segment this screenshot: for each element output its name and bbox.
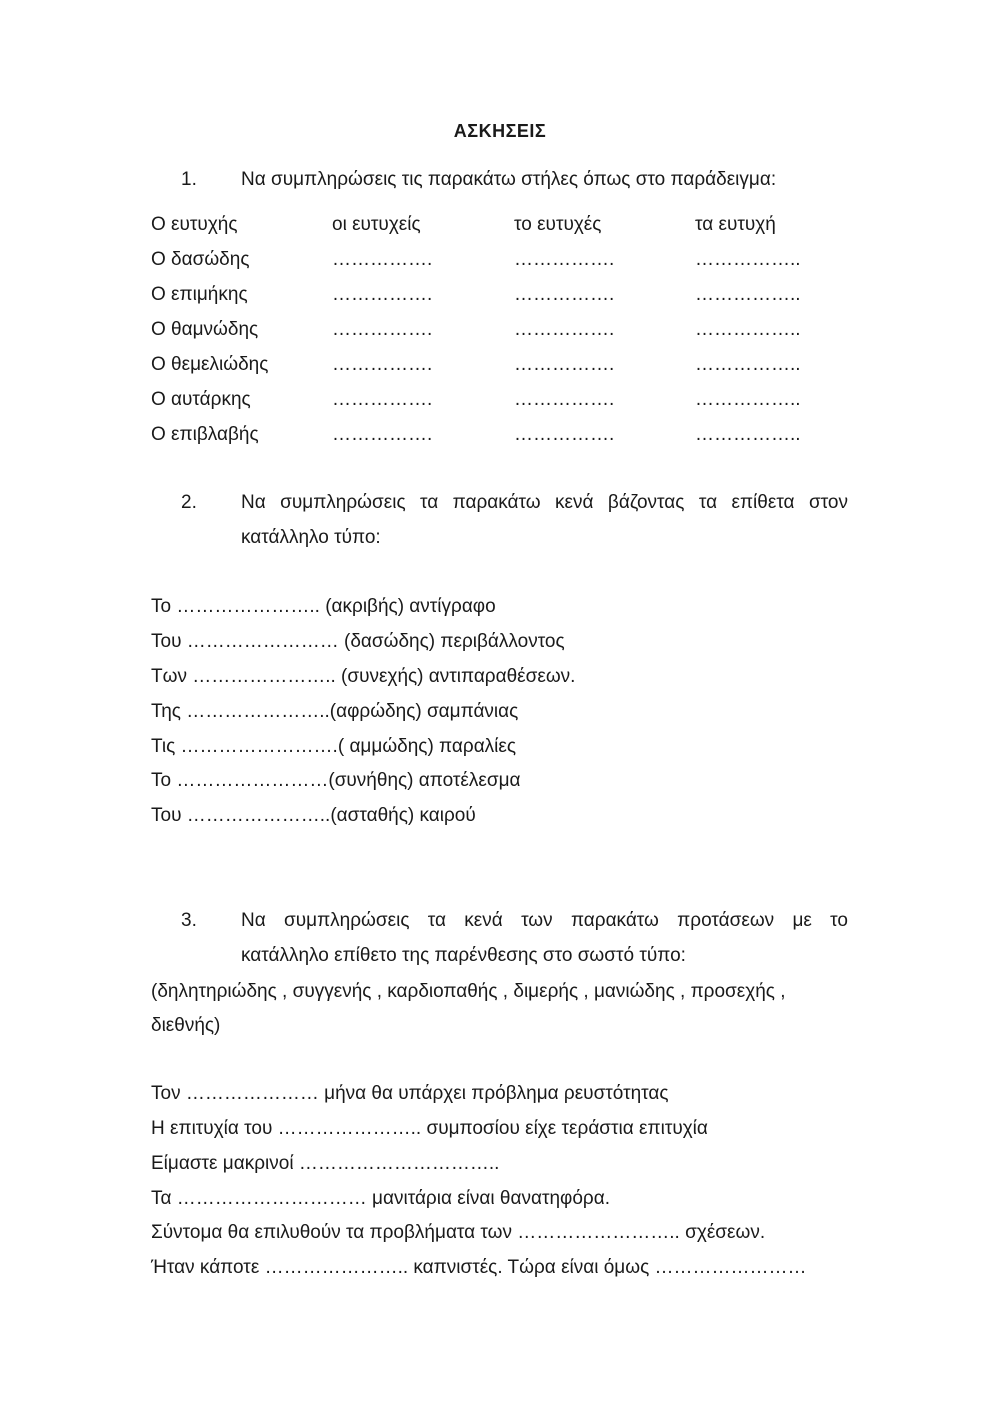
- blank-field[interactable]: ……………..: [695, 319, 801, 340]
- fill-in-line[interactable]: Το ……………………(συνήθης) αποτέλεσμα: [151, 770, 521, 791]
- fill-in-line[interactable]: Ήταν κάποτε ………………….. καπνιστές. Τώρα είναι όμως ……………………: [151, 1257, 807, 1278]
- blank-field[interactable]: ……………..: [695, 424, 801, 445]
- fill-in-line[interactable]: Του …………………..(ασταθής) καιρού: [151, 805, 476, 826]
- blank-field[interactable]: …………….: [332, 389, 433, 410]
- blank-field[interactable]: …………….: [332, 284, 433, 305]
- exercise-2-number: 2.: [181, 492, 197, 513]
- fill-in-line[interactable]: Η επιτυχία του ………………….. συμποσίου είχε τεράστια επιτυχία: [151, 1118, 708, 1139]
- exercise-2-instruction-line2: κατάλληλο τύπο:: [241, 527, 381, 548]
- exercise-3-instruction-line2: κατάλληλο επίθετο της παρένθεσης στο σωστό τύπο:: [241, 945, 686, 966]
- fill-in-line[interactable]: Των ………………….. (συνεχής) αντιπαραθέσεων.: [151, 666, 576, 687]
- blank-field[interactable]: ……………..: [695, 249, 801, 270]
- table-cell: Ο δασώδης: [151, 249, 250, 270]
- fill-in-line[interactable]: Το ………………….. (ακριβής) αντίγραφο: [151, 596, 496, 617]
- blank-field[interactable]: …………….: [332, 424, 433, 445]
- exercise-1-number: 1.: [181, 169, 197, 190]
- fill-in-line[interactable]: Τα ………………………… μανιτάρια είναι θανατηφόρα.: [151, 1188, 610, 1209]
- fill-in-line[interactable]: Είμαστε μακρινοί …………………………..: [151, 1153, 500, 1174]
- table-cell: Ο επιμήκης: [151, 284, 248, 305]
- blank-field[interactable]: …………….: [514, 389, 615, 410]
- table-cell: Ο επιβλαβής: [151, 424, 259, 445]
- table-cell: Ο θαμνώδης: [151, 319, 259, 340]
- blank-field[interactable]: …………….: [332, 354, 433, 375]
- blank-field[interactable]: …………….: [514, 319, 615, 340]
- table-cell: Ο θεμελιώδης: [151, 354, 269, 375]
- blank-field[interactable]: …………….: [514, 284, 615, 305]
- table-cell: το ευτυχές: [514, 214, 602, 235]
- exercise-3-number: 3.: [181, 910, 197, 931]
- table-cell: τα ευτυχή: [695, 214, 776, 235]
- exercise-1-instruction: Να συμπληρώσεις τις παρακάτω στήλες όπως στο παράδειγμα:: [241, 169, 777, 190]
- exercise-3-options-line2: διεθνής): [151, 1015, 221, 1036]
- exercise-2-instruction-line1: Να συμπληρώσεις τα παρακάτω κενά βάζοντας τα επίθετα στον: [241, 492, 848, 513]
- blank-field[interactable]: …………….: [332, 249, 433, 270]
- table-cell: Ο ευτυχής: [151, 214, 238, 235]
- exercise-3-instruction-line1: Να συμπληρώσεις τα κενά των παρακάτω προτάσεων με το: [241, 910, 848, 931]
- table-cell: οι ευτυχείς: [332, 214, 421, 235]
- fill-in-line[interactable]: Τις …………………….( αμμώδης) παραλίες: [151, 736, 517, 757]
- fill-in-line[interactable]: Της …………………..(αφρώδης) σαμπάνιας: [151, 701, 519, 722]
- blank-field[interactable]: …………….: [514, 249, 615, 270]
- fill-in-line[interactable]: Του …………………… (δασώδης) περιβάλλοντος: [151, 631, 565, 652]
- blank-field[interactable]: …………….: [514, 354, 615, 375]
- blank-field[interactable]: …………….: [514, 424, 615, 445]
- table-cell: Ο αυτάρκης: [151, 389, 251, 410]
- fill-in-line[interactable]: Τον ………………… μήνα θα υπάρχει πρόβλημα ρευστότητας: [151, 1083, 669, 1104]
- blank-field[interactable]: …………….: [332, 319, 433, 340]
- blank-field[interactable]: ……………..: [695, 284, 801, 305]
- blank-field[interactable]: ……………..: [695, 354, 801, 375]
- page-title: ΑΣΚΗΣΕΙΣ: [453, 121, 547, 141]
- exercise-3-options-line1: (δηλητηριώδης , συγγενής , καρδιοπαθής , διμερής , μανιώδης , προσεχής ,: [151, 981, 786, 1002]
- blank-field[interactable]: ……………..: [695, 389, 801, 410]
- fill-in-line[interactable]: Σύντομα θα επιλυθούν τα προβλήματα των …………………….. σχέσεων.: [151, 1222, 766, 1243]
